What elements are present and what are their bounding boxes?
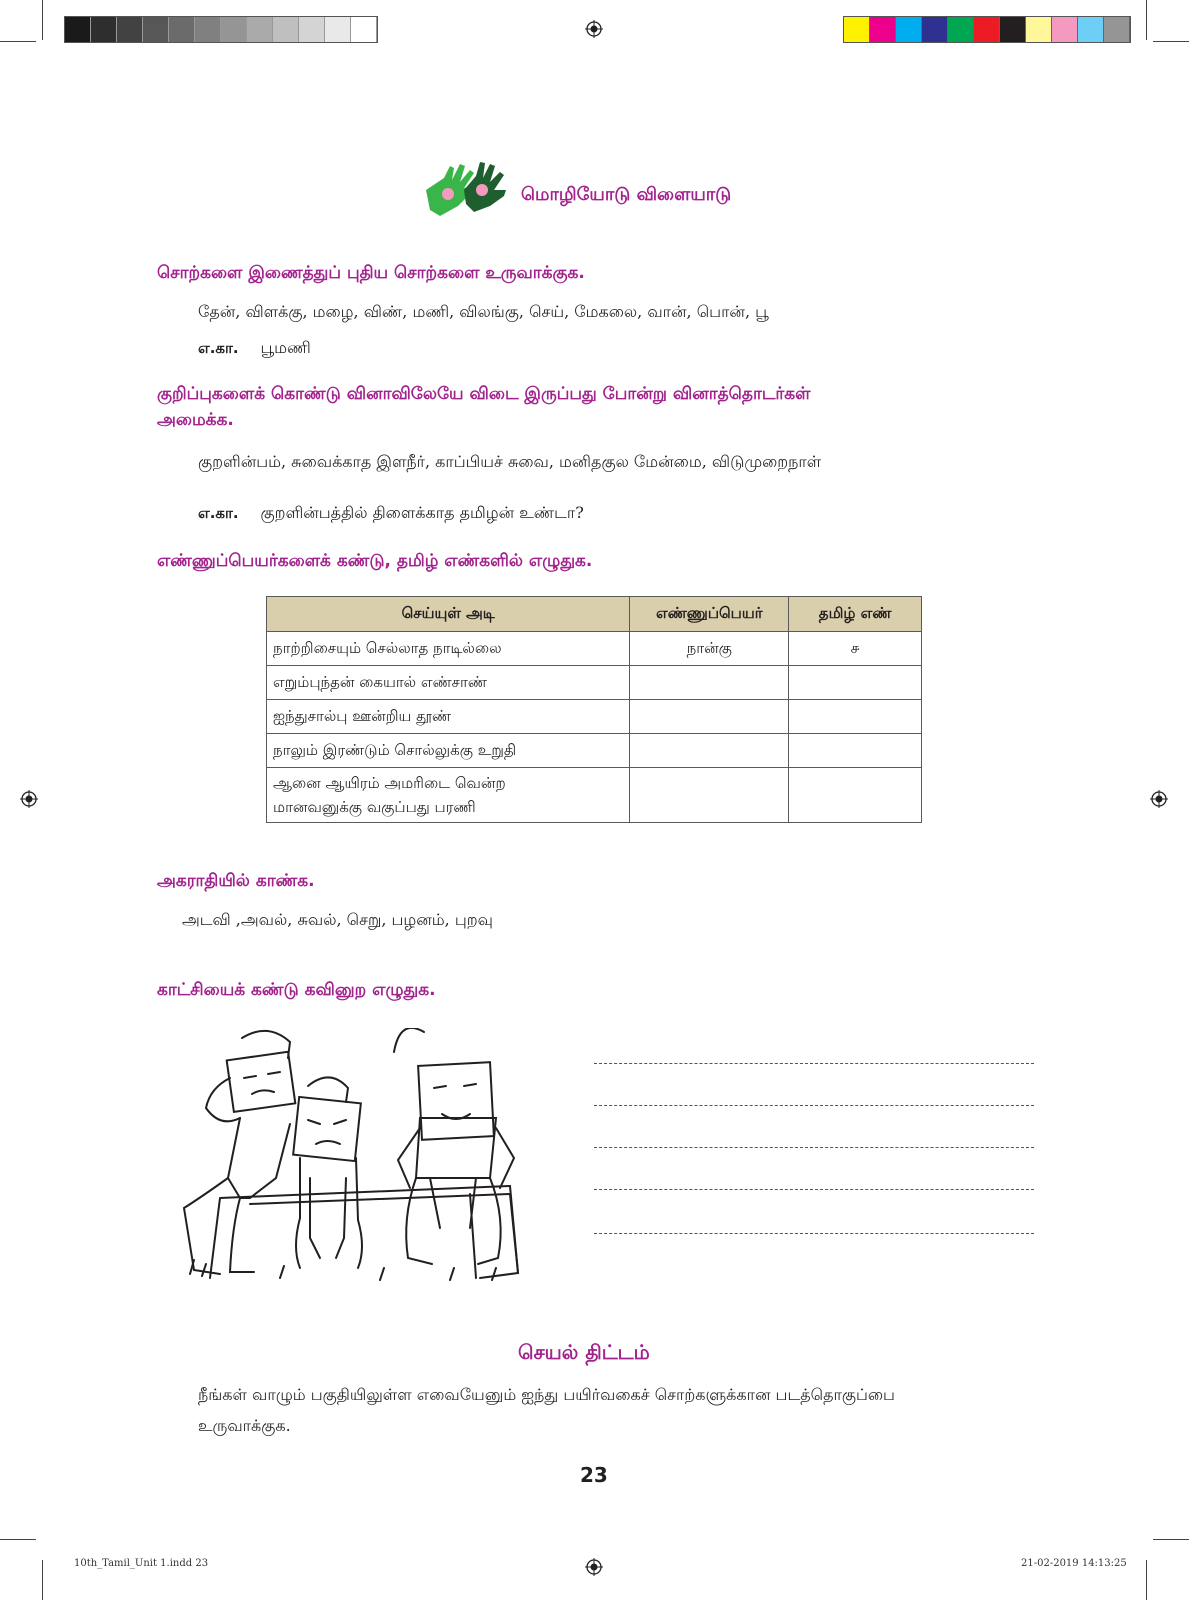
verse-line-part: மானவனுக்கு வகுப்பது பரணி <box>273 798 476 816</box>
writing-line[interactable] <box>594 1063 1034 1064</box>
grayscale-bar <box>64 16 378 43</box>
crop-mark <box>1153 1539 1189 1540</box>
q2-heading-line1: குறிப்புகளைக் கொண்டு வினாவிலேயே விடை இருப்பது போன்று வினாத்தொடர்கள் <box>157 384 811 404</box>
verse-line: எறும்புந்தன் கையால் எண்சாண் <box>267 666 630 700</box>
crop-mark <box>1146 1560 1147 1600</box>
q2-example <box>198 503 584 524</box>
tamil-numeral-cell[interactable] <box>789 700 922 734</box>
registration-mark-icon <box>585 20 603 38</box>
footer-file: 10th_Tamil_Unit 1.indd 23 <box>74 1558 209 1569</box>
q3-heading: எண்ணுப்பெயர்களைக் கண்டு, தமிழ் எண்களில் எழுதுக. <box>157 551 593 571</box>
writing-line[interactable] <box>594 1189 1034 1190</box>
example-label: எ.கா. <box>198 504 239 522</box>
q1-example <box>198 338 311 359</box>
q1-words: தேன், விளக்கு, மழை, விண், மணி, விலங்கு, செய், மேகலை, வான், பொன், பூ <box>198 302 769 321</box>
project-title: செயல் திட்டம் <box>518 1340 650 1364</box>
table-row <box>267 632 922 666</box>
section-title: மொழியோடு விளையாடு <box>521 184 732 205</box>
hands-logo-icon <box>420 160 515 222</box>
number-name-cell[interactable]: நான்கு <box>630 632 789 666</box>
writing-line[interactable] <box>594 1105 1034 1106</box>
q4-words: அடவி ,அவல், சுவல், செறு, பழனம், புறவு <box>182 910 493 929</box>
page-number: 23 <box>580 1463 608 1487</box>
table-row <box>267 768 922 823</box>
verse-line: நாற்றிசையும் செல்லாத நாடில்லை <box>267 632 630 666</box>
registration-mark-icon <box>20 790 38 808</box>
tamil-numeral-cell[interactable] <box>789 734 922 768</box>
registration-mark-icon <box>585 1558 603 1576</box>
number-name-cell[interactable] <box>630 700 789 734</box>
writing-line[interactable] <box>594 1233 1034 1234</box>
number-names-table <box>266 596 922 823</box>
column-header: தமிழ் எண் <box>789 597 922 632</box>
crop-mark <box>1146 0 1147 40</box>
number-name-cell[interactable] <box>630 734 789 768</box>
column-header: செய்யுள் அடி <box>267 597 630 632</box>
q5-heading: காட்சியைக் கண்டு கவினுற எழுதுக. <box>157 980 436 1000</box>
table-row <box>267 700 922 734</box>
tamil-numeral-cell[interactable]: ௪ <box>789 632 922 666</box>
project-line2: உருவாக்குக. <box>198 1416 291 1435</box>
verse-line: நாலும் இரண்டும் சொல்லுக்கு உறுதி <box>267 734 630 768</box>
registration-mark-icon <box>1150 790 1168 808</box>
tamil-numeral-cell[interactable] <box>789 768 922 823</box>
project-line1: நீங்கள் வாழும் பகுதியிலுள்ள எவையேனும் ஐந்து பயிர்வகைச் சொற்களுக்கான படத்தொகுப்பை <box>198 1385 895 1404</box>
number-name-cell[interactable] <box>630 768 789 823</box>
verse-line-part: ஆனை ஆயிரம் அமரிடை வென்ற <box>273 774 506 792</box>
color-calibration-bar <box>843 16 1131 43</box>
tamil-numeral-cell[interactable] <box>789 666 922 700</box>
writing-line[interactable] <box>594 1147 1034 1148</box>
table-row <box>267 734 922 768</box>
table-header-row <box>267 597 922 632</box>
example-label: எ.கா. <box>198 339 239 357</box>
crop-mark <box>0 1539 36 1540</box>
q2-heading-line2: அமைக்க. <box>157 410 234 430</box>
q1-heading: சொற்களை இணைத்துப் புதிய சொற்களை உருவாக்குக. <box>157 263 585 283</box>
padlock-people-illustration <box>180 1028 540 1300</box>
q2-hints: குறளின்பம், சுவைக்காத இளநீர், காப்பியச் சுவை, மனிதகுல மேன்மை, விடுமுறைநாள் <box>198 452 822 471</box>
crop-mark <box>1153 41 1189 42</box>
crop-mark <box>0 41 36 42</box>
example-text: பூமணி <box>260 338 311 357</box>
number-name-cell[interactable] <box>630 666 789 700</box>
example-text: குறளின்பத்தில் திளைக்காத தமிழன் உண்டா? <box>260 503 584 522</box>
column-header: எண்ணுப்பெயர் <box>630 597 789 632</box>
verse-line: ஐந்துசால்பு ஊன்றிய தூண் <box>267 700 630 734</box>
crop-mark <box>42 1560 43 1600</box>
crop-mark <box>42 0 43 40</box>
table-row <box>267 666 922 700</box>
q4-heading: அகராதியில் காண்க. <box>157 871 315 891</box>
verse-line <box>267 768 630 823</box>
footer-timestamp: 21-02-2019 14:13:25 <box>1021 1558 1127 1569</box>
